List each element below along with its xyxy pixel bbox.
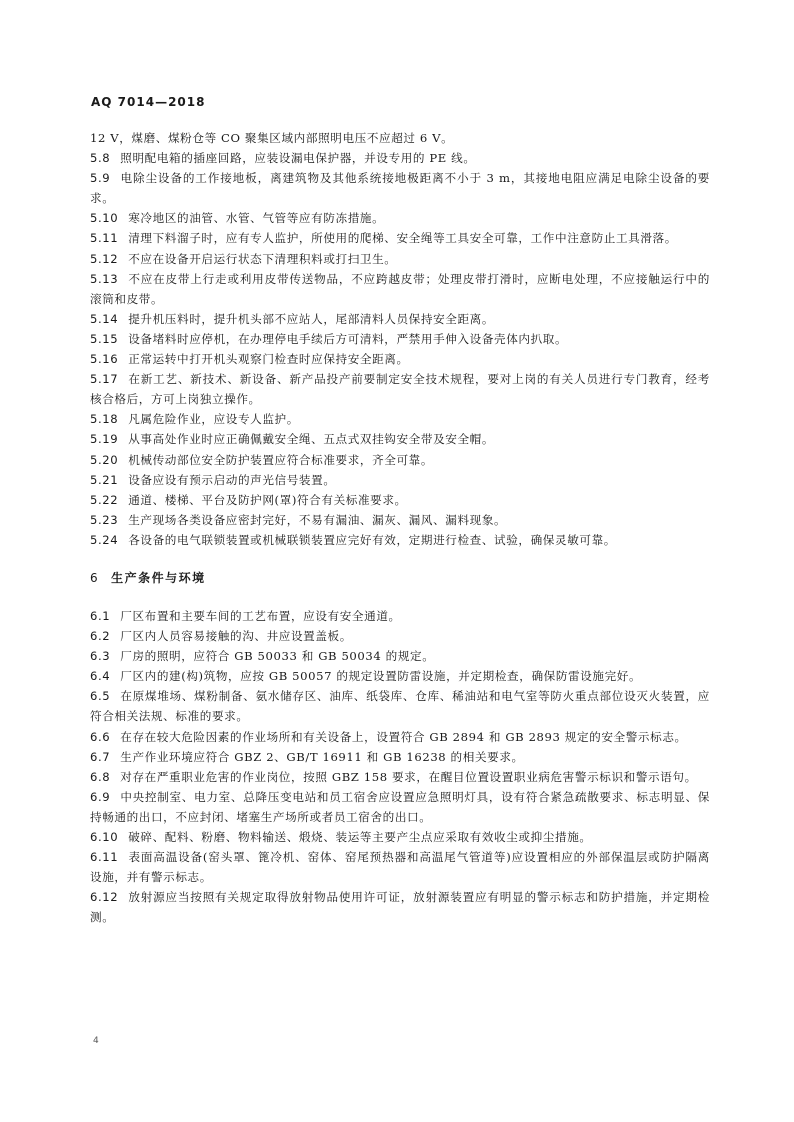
clause-text: 厂区内人员容易接触的沟、井应设置盖板。 bbox=[120, 629, 352, 644]
clause-text: 通道、楼梯、平台及防护网(罩)符合有关标准要求。 bbox=[128, 492, 407, 507]
clause-number: 5.13 bbox=[90, 271, 119, 286]
clause-number: 5.14 bbox=[90, 311, 119, 326]
clause-number: 5.15 bbox=[90, 331, 119, 346]
document-body bbox=[90, 128, 710, 927]
clause-text: 表面高温设备(窑头罩、篦冷机、窑体、窑尾预热器和高温尾气管道等)应设置相应的外部保温层或防护隔离设施，并有警示标志。 bbox=[90, 850, 710, 885]
clause-text: 中央控制室、电力室、总降压变电站和员工宿舍应设置应急照明灯具，设有符合紧急疏散要求、标志明显、保持畅通的出口，不应封闭、堵塞生产场所或者员工宿舍的出口。 bbox=[90, 789, 710, 824]
clause bbox=[90, 510, 710, 530]
clause bbox=[90, 329, 710, 349]
section-heading bbox=[90, 568, 710, 588]
clause-number: 5.8 bbox=[90, 151, 111, 166]
clause-text: 在存在较大危险因素的作业场所和有关设备上，设置符合 GB 2894 和 GB 2893 规定的安全警示标志。 bbox=[120, 729, 687, 744]
clause-text: 厂区布置和主要车间的工艺布置，应设有安全通道。 bbox=[120, 608, 401, 623]
clause-text: 机械传动部位安全防护装置应符合标准要求，齐全可靠。 bbox=[128, 452, 434, 467]
clause-text: 凡属危险作业，应设专人监护。 bbox=[128, 412, 299, 427]
clause bbox=[90, 349, 710, 369]
clause bbox=[90, 269, 710, 309]
clause-text: 在原煤堆场、煤粉制备、氨水储存区、油库、纸袋库、仓库、稀油站和电气室等防火重点部位设灭火装置，应符合相关法规、标准的要求。 bbox=[90, 689, 710, 724]
clause-number: 5.21 bbox=[90, 472, 119, 487]
clause-text: 寒冷地区的油管、水管、气管等应有防冻措施。 bbox=[128, 211, 385, 226]
clause-number: 5.22 bbox=[90, 492, 119, 507]
clause-text: 照明配电箱的插座回路，应装设漏电保护器，并设专用的 PE 线。 bbox=[120, 151, 476, 166]
clause-text: 清理下料溜子时，应有专人监护，所使用的爬梯、安全绳等工具安全可靠，工作中注意防止工具滑落。 bbox=[128, 231, 677, 246]
clause-text: 不应在皮带上行走或利用皮带传送物品，不应跨越皮带；处理皮带打滑时，应断电处理，不应接触运行中的滚筒和皮带。 bbox=[90, 271, 710, 306]
clause bbox=[90, 490, 710, 510]
section-title: 生产条件与环境 bbox=[111, 570, 206, 585]
clause bbox=[90, 168, 710, 208]
clause-number: 6.6 bbox=[90, 729, 111, 744]
clause-number: 5.11 bbox=[90, 231, 119, 246]
clause bbox=[90, 847, 710, 887]
clause-number: 6.11 bbox=[90, 850, 119, 865]
clause-number: 5.10 bbox=[90, 211, 119, 226]
clause-number: 6.12 bbox=[90, 890, 119, 905]
clause bbox=[90, 606, 710, 626]
clause-number: 5.17 bbox=[90, 372, 119, 387]
clause bbox=[90, 470, 710, 490]
clause-text: 厂区内的建(构)筑物，应按 GB 50057 的规定设置防雷设施，并定期检查，确保防雷设施完好。 bbox=[120, 669, 642, 684]
clause bbox=[90, 747, 710, 767]
clause bbox=[90, 369, 710, 409]
clause-text: 各设备的电气联锁装置或机械联锁装置应完好有效，定期进行检查、试验，确保灵敏可靠。 bbox=[128, 532, 616, 547]
clause-text: 对存在严重职业危害的作业岗位，按照 GBZ 158 要求，在醒目位置设置职业病危害警示标识和警示语句。 bbox=[120, 769, 697, 784]
clause-number: 5.24 bbox=[90, 532, 119, 547]
clause-text: 设备应设有预示启动的声光信号装置。 bbox=[128, 472, 336, 487]
clause bbox=[90, 208, 710, 228]
clause bbox=[90, 727, 710, 747]
clause-number: 6.8 bbox=[90, 769, 111, 784]
clause-number: 6.4 bbox=[90, 669, 111, 684]
clause-text: 从事高处作业时应正确佩戴安全绳、五点式双挂钩安全带及安全帽。 bbox=[128, 432, 495, 447]
clause-number: 5.20 bbox=[90, 452, 119, 467]
clause bbox=[90, 409, 710, 429]
clause bbox=[90, 666, 710, 686]
clause-text: 厂房的照明，应符合 GB 50033 和 GB 50034 的规定。 bbox=[120, 649, 435, 664]
clause-number: 5.23 bbox=[90, 512, 119, 527]
clause bbox=[90, 787, 710, 827]
clause-list-6 bbox=[90, 606, 710, 928]
clause-text: 生产现场各类设备应密封完好，不易有漏油、漏灰、漏风、漏料现象。 bbox=[128, 512, 507, 527]
clause-number: 5.12 bbox=[90, 251, 119, 266]
clause bbox=[90, 530, 710, 550]
clause bbox=[90, 767, 710, 787]
clause bbox=[90, 429, 710, 449]
clause-text: 提升机压料时，提升机头部不应站人，尾部清料人员保持安全距离。 bbox=[128, 311, 495, 326]
clause bbox=[90, 249, 710, 269]
section-number: 6 bbox=[90, 570, 100, 585]
clause-number: 5.18 bbox=[90, 412, 119, 427]
clause-text: 在新工艺、新技术、新设备、新产品投产前要制定安全技术规程，要对上岗的有关人员进行专门教育，经考核合格后，方可上岗独立操作。 bbox=[90, 372, 710, 407]
clause-number: 5.16 bbox=[90, 352, 119, 367]
clause-text: 正常运转中打开机头观察门检查时应保持安全距离。 bbox=[128, 352, 409, 367]
clause-number: 6.1 bbox=[90, 608, 111, 623]
clause bbox=[90, 309, 710, 329]
clause bbox=[90, 646, 710, 666]
clause bbox=[90, 686, 710, 726]
clause bbox=[90, 450, 710, 470]
page-number: 4 bbox=[93, 1036, 99, 1046]
clause-number: 6.2 bbox=[90, 629, 111, 644]
clause bbox=[90, 148, 710, 168]
clause-number: 5.19 bbox=[90, 432, 119, 447]
clause-number: 6.10 bbox=[90, 830, 119, 844]
clause-text: 设备堵料时应停机，在办理停电手续后方可清料，严禁用手伸入设备壳体内扒取。 bbox=[128, 331, 568, 346]
clause-text: 电除尘设备的工作接地板，离建筑物及其他系统接地极距离不小于 3 m，其接地电阻应满足电除尘设备的要求。 bbox=[90, 171, 710, 206]
clause-number: 6.9 bbox=[90, 789, 111, 804]
standard-code: AQ 7014—2018 bbox=[91, 95, 206, 109]
clause-text: 放射源应当按照有关规定取得放射物品使用许可证，放射源装置应有明显的警示标志和防护措施，并定期检测。 bbox=[90, 890, 710, 925]
clause bbox=[90, 228, 710, 248]
clause-number: 5.9 bbox=[90, 171, 111, 186]
continuation-text: 12 V，煤磨、煤粉仓等 CO 聚集区域内部照明电压不应超过 6 V。 bbox=[90, 131, 454, 145]
clause-text: 破碎、配料、粉磨、物料输送、煅烧、装运等主要产尘点应采取有效收尘或抑尘措施。 bbox=[128, 830, 592, 844]
clause bbox=[90, 887, 710, 927]
clause-number: 6.5 bbox=[90, 689, 111, 704]
clause-text: 不应在设备开启运行状态下清理积料或打扫卫生。 bbox=[128, 251, 397, 266]
clause-list-5 bbox=[90, 148, 710, 550]
clause-number: 6.3 bbox=[90, 649, 111, 664]
clause-number: 6.7 bbox=[90, 749, 111, 764]
clause bbox=[90, 827, 710, 847]
clause bbox=[90, 626, 710, 646]
clause-text: 生产作业环境应符合 GBZ 2、GB/T 16911 和 GB 16238 的相关要求。 bbox=[120, 749, 524, 764]
